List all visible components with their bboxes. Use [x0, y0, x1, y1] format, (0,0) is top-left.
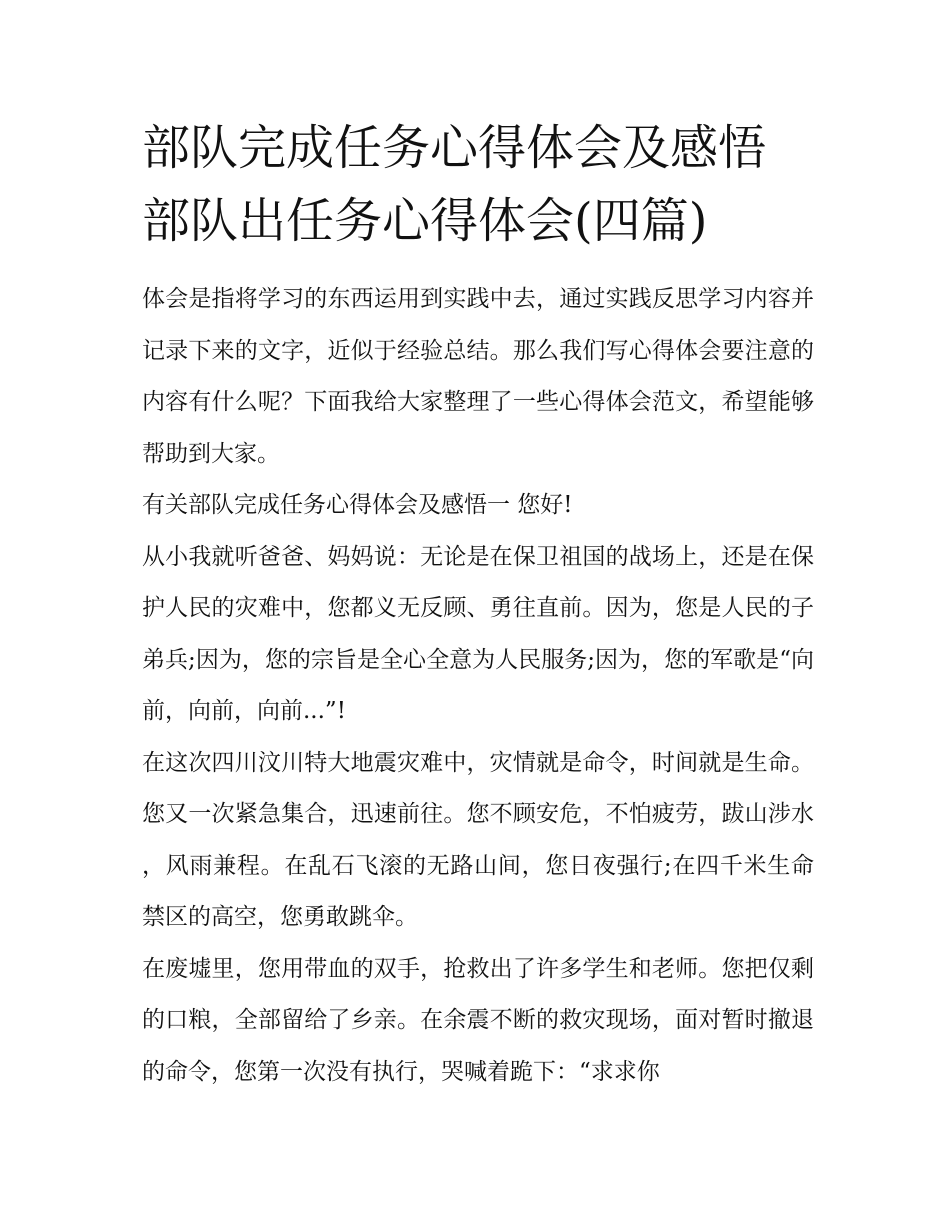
- paragraph-intro: 体会是指将学习的东西运用到实践中去，通过实践反思学习内容并记录下来的文字，近似于经验总结。那么我们写心得体会要注意的内容有什么呢？下面我给大家整理了一些心得体会范文，希望能够帮助到大家。: [142, 286, 814, 467]
- title-line-2: 部队出任务心得体会(四篇): [142, 193, 708, 249]
- document-body: [142, 274, 814, 1098]
- paragraph-childhood: 从小我就听爸爸、妈妈说：无论是在保卫祖国的战场上，还是在保护人民的灾难中，您都义无反顾、勇往直前。因为，您是人民的子弟兵;因为，您的宗旨是全心全意为人民服务;因为，您的军歌是“向前，向前，向前...”!: [142, 543, 814, 724]
- document-content: [142, 112, 814, 1098]
- paragraph-earthquake: 在这次四川汶川特大地震灾难中，灾情就是命令，时间就是生命。您又一次紧急集合，迅速前往。您不顾安危，不怕疲劳，跋山涉水，风雨兼程。在乱石飞滚的无路山间，您日夜强行;在四千米生命禁区的高空，您勇敢跳伞。: [142, 749, 814, 930]
- paragraph-rescue: 在废墟里，您用带血的双手，抢救出了许多学生和老师。您把仅剩的口粮，全部留给了乡亲。在余震不断的救灾现场，面对暂时撤退的命令，您第一次没有执行，哭喊着跪下：“求求你: [142, 955, 814, 1085]
- document-title: [142, 112, 814, 258]
- paragraph-greeting: 有关部队完成任务心得体会及感悟一 您好!: [142, 492, 573, 518]
- title-line-1: 部队完成任务心得体会及感悟: [142, 120, 767, 176]
